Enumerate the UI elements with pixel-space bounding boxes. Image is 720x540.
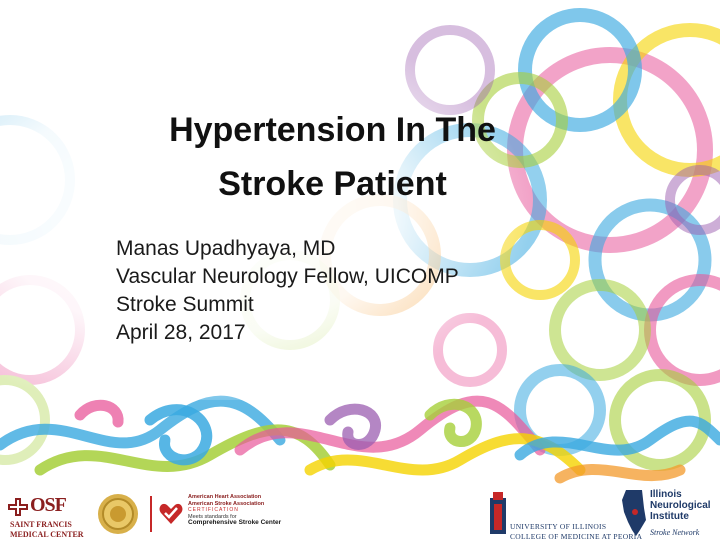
title-line-1: Hypertension In The [169,111,496,149]
osf-line-2: MEDICAL CENTER [10,530,84,539]
ini-line-2: Neurological [650,500,711,511]
aha-divider [150,496,152,532]
aha-line-2: American Stroke Association [188,500,265,507]
aha-certification-logo [150,494,300,536]
aha-line-4: Meets standards for [188,513,237,520]
presenter-role: Vascular Neurology Fellow, UICOMP [116,265,459,288]
ini-line-3: Institute [650,511,689,522]
event-name: Stroke Summit [116,293,254,316]
ini-stroke-network-logo [622,486,720,540]
aha-line-3: CERTIFICATION [188,507,239,513]
gold-seal-icon [96,492,140,536]
illinois-map-icon [622,490,646,536]
aha-line-5: Comprehensive Stroke Center [188,519,282,526]
ini-line-1: Illinois [650,489,682,500]
sponsor-logo-bar [0,484,720,540]
osf-wordmark: OSF [30,494,66,516]
title-line-2: Stroke Patient [218,165,447,203]
aha-text [188,494,281,527]
presenter-name: Manas Upadhyaya, MD [116,237,336,260]
slide-title [120,103,545,211]
aha-line-1: American Heart Association [188,494,262,500]
osf-logo [8,492,88,539]
uic-line-2: COLLEGE OF MEDICINE AT PEORIA [510,532,643,540]
osf-cross-icon [8,498,28,516]
presenter-info [116,235,536,347]
uic-peoria-logo [488,492,643,540]
osf-line-1: SAINT FRANCIS [10,520,72,529]
uic-column-icon [488,492,508,536]
ini-line-4: Stroke Network [650,528,700,537]
event-date: April 28, 2017 [116,321,246,344]
heart-check-icon [158,500,184,526]
uic-line-1: UNIVERSITY OF ILLINOIS [510,522,607,531]
